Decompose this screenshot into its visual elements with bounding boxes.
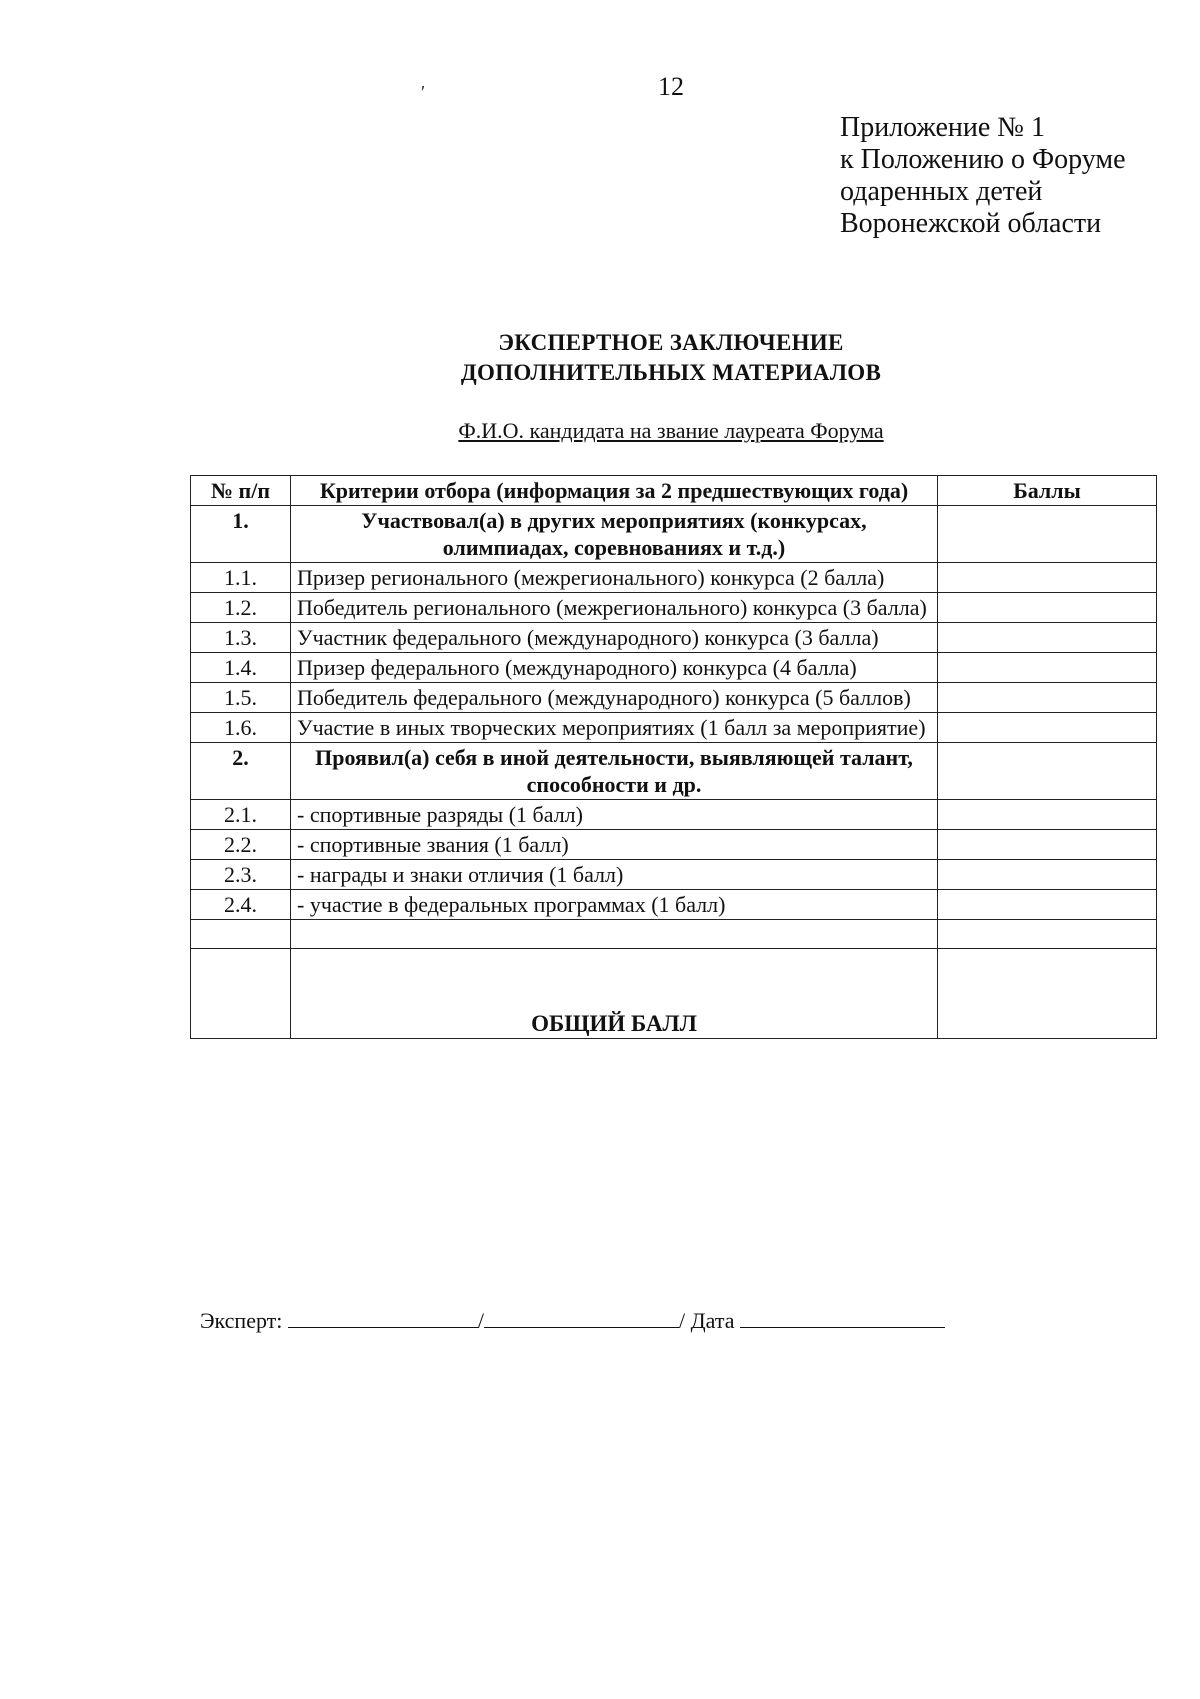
title-line-2: ДОПОЛНИТЕЛЬНЫХ МАТЕРИАЛОВ (460, 360, 882, 385)
row-score[interactable] (938, 713, 1157, 743)
row-number: 1.1. (191, 563, 291, 593)
row-number: 2.1. (191, 800, 291, 830)
table-row (191, 800, 1157, 830)
row-number: 1.2. (191, 593, 291, 623)
blank-criteria-cell (291, 920, 938, 949)
row-criteria: - награды и знаки отличия (1 балл) (291, 860, 938, 890)
row-number: 2.4. (191, 890, 291, 920)
signature-line (200, 1308, 945, 1334)
candidate-name-line: Ф.И.О. кандидата на звание лауреата Форума (458, 418, 884, 443)
title-line-1: ЭКСПЕРТНОЕ ЗАКЛЮЧЕНИЕ (498, 330, 844, 355)
row-number: 1.6. (191, 713, 291, 743)
blank-number-cell (191, 920, 291, 949)
header-number: № п/п (191, 476, 291, 506)
row-criteria: Победитель федерального (международного) конкурса (5 баллов) (291, 683, 938, 713)
row-number: 1.4. (191, 653, 291, 683)
criteria-table (190, 475, 1157, 1039)
row-criteria: Участие в иных творческих мероприятиях (1 балл за мероприятие) (291, 713, 938, 743)
row-criteria: - спортивные звания (1 балл) (291, 830, 938, 860)
row-criteria: Победитель регионального (межрегионального) конкурса (3 балла) (291, 593, 938, 623)
expert-label: Эксперт: (200, 1308, 283, 1333)
row-score[interactable] (938, 623, 1157, 653)
date-label: / Дата (679, 1308, 735, 1333)
table-row (191, 563, 1157, 593)
table-row (191, 743, 1157, 800)
header-score: Баллы (938, 476, 1157, 506)
row-score[interactable] (938, 890, 1157, 920)
row-score[interactable] (938, 593, 1157, 623)
appendix-line: Воронежской области (840, 208, 1102, 239)
total-score-label: ОБЩИЙ БАЛЛ (291, 949, 938, 1039)
row-score[interactable] (938, 800, 1157, 830)
row-criteria: Призер регионального (межрегионального) конкурса (2 балла) (291, 563, 938, 593)
row-score[interactable] (938, 653, 1157, 683)
expert-name-blank[interactable] (484, 1309, 679, 1328)
table-row (191, 623, 1157, 653)
table-header-row (191, 476, 1157, 506)
appendix-line: к Положению о Форуме (840, 144, 1126, 175)
row-number: 1. (191, 506, 291, 563)
document-title (0, 328, 1200, 388)
row-score[interactable] (938, 506, 1157, 563)
total-number-cell (191, 949, 291, 1039)
row-score[interactable] (938, 860, 1157, 890)
table-row (191, 830, 1157, 860)
row-criteria: Призер федерального (международного) конкурса (4 балла) (291, 653, 938, 683)
page-number: 12 (658, 72, 684, 101)
table-row (191, 713, 1157, 743)
table-row (191, 593, 1157, 623)
row-number: 2.3. (191, 860, 291, 890)
appendix-line: одаренных детей (840, 176, 1043, 207)
total-row (191, 949, 1157, 1039)
signature-separator: / (477, 1308, 485, 1333)
total-score-cell[interactable] (938, 949, 1157, 1039)
row-number: 2.2. (191, 830, 291, 860)
table-row (191, 653, 1157, 683)
blank-row (191, 920, 1157, 949)
row-score[interactable] (938, 830, 1157, 860)
appendix-block (840, 112, 1126, 240)
row-number: 2. (191, 743, 291, 800)
row-score[interactable] (938, 563, 1157, 593)
table-row (191, 890, 1157, 920)
row-criteria: - участие в федеральных программах (1 балл) (291, 890, 938, 920)
expert-signature-blank[interactable] (288, 1309, 478, 1328)
appendix-line: Приложение № 1 (840, 112, 1045, 143)
table-row (191, 683, 1157, 713)
row-criteria: Участвовал(а) в других мероприятиях (конкурсах, олимпиадах, соревнованиях и т.д.) (291, 506, 938, 563)
row-criteria: Участник федерального (международного) конкурса (3 балла) (291, 623, 938, 653)
row-number: 1.5. (191, 683, 291, 713)
row-criteria: - спортивные разряды (1 балл) (291, 800, 938, 830)
blank-score-cell[interactable] (938, 920, 1157, 949)
date-blank[interactable] (740, 1309, 945, 1328)
row-number: 1.3. (191, 623, 291, 653)
row-score[interactable] (938, 683, 1157, 713)
table-row (191, 860, 1157, 890)
row-criteria: Проявил(а) себя в иной деятельности, выявляющей талант, способности и др. (291, 743, 938, 800)
header-criteria: Критерии отбора (информация за 2 предшествующих года) (291, 476, 938, 506)
stray-mark: ' (420, 82, 424, 102)
table-row (191, 506, 1157, 563)
row-score[interactable] (938, 743, 1157, 800)
